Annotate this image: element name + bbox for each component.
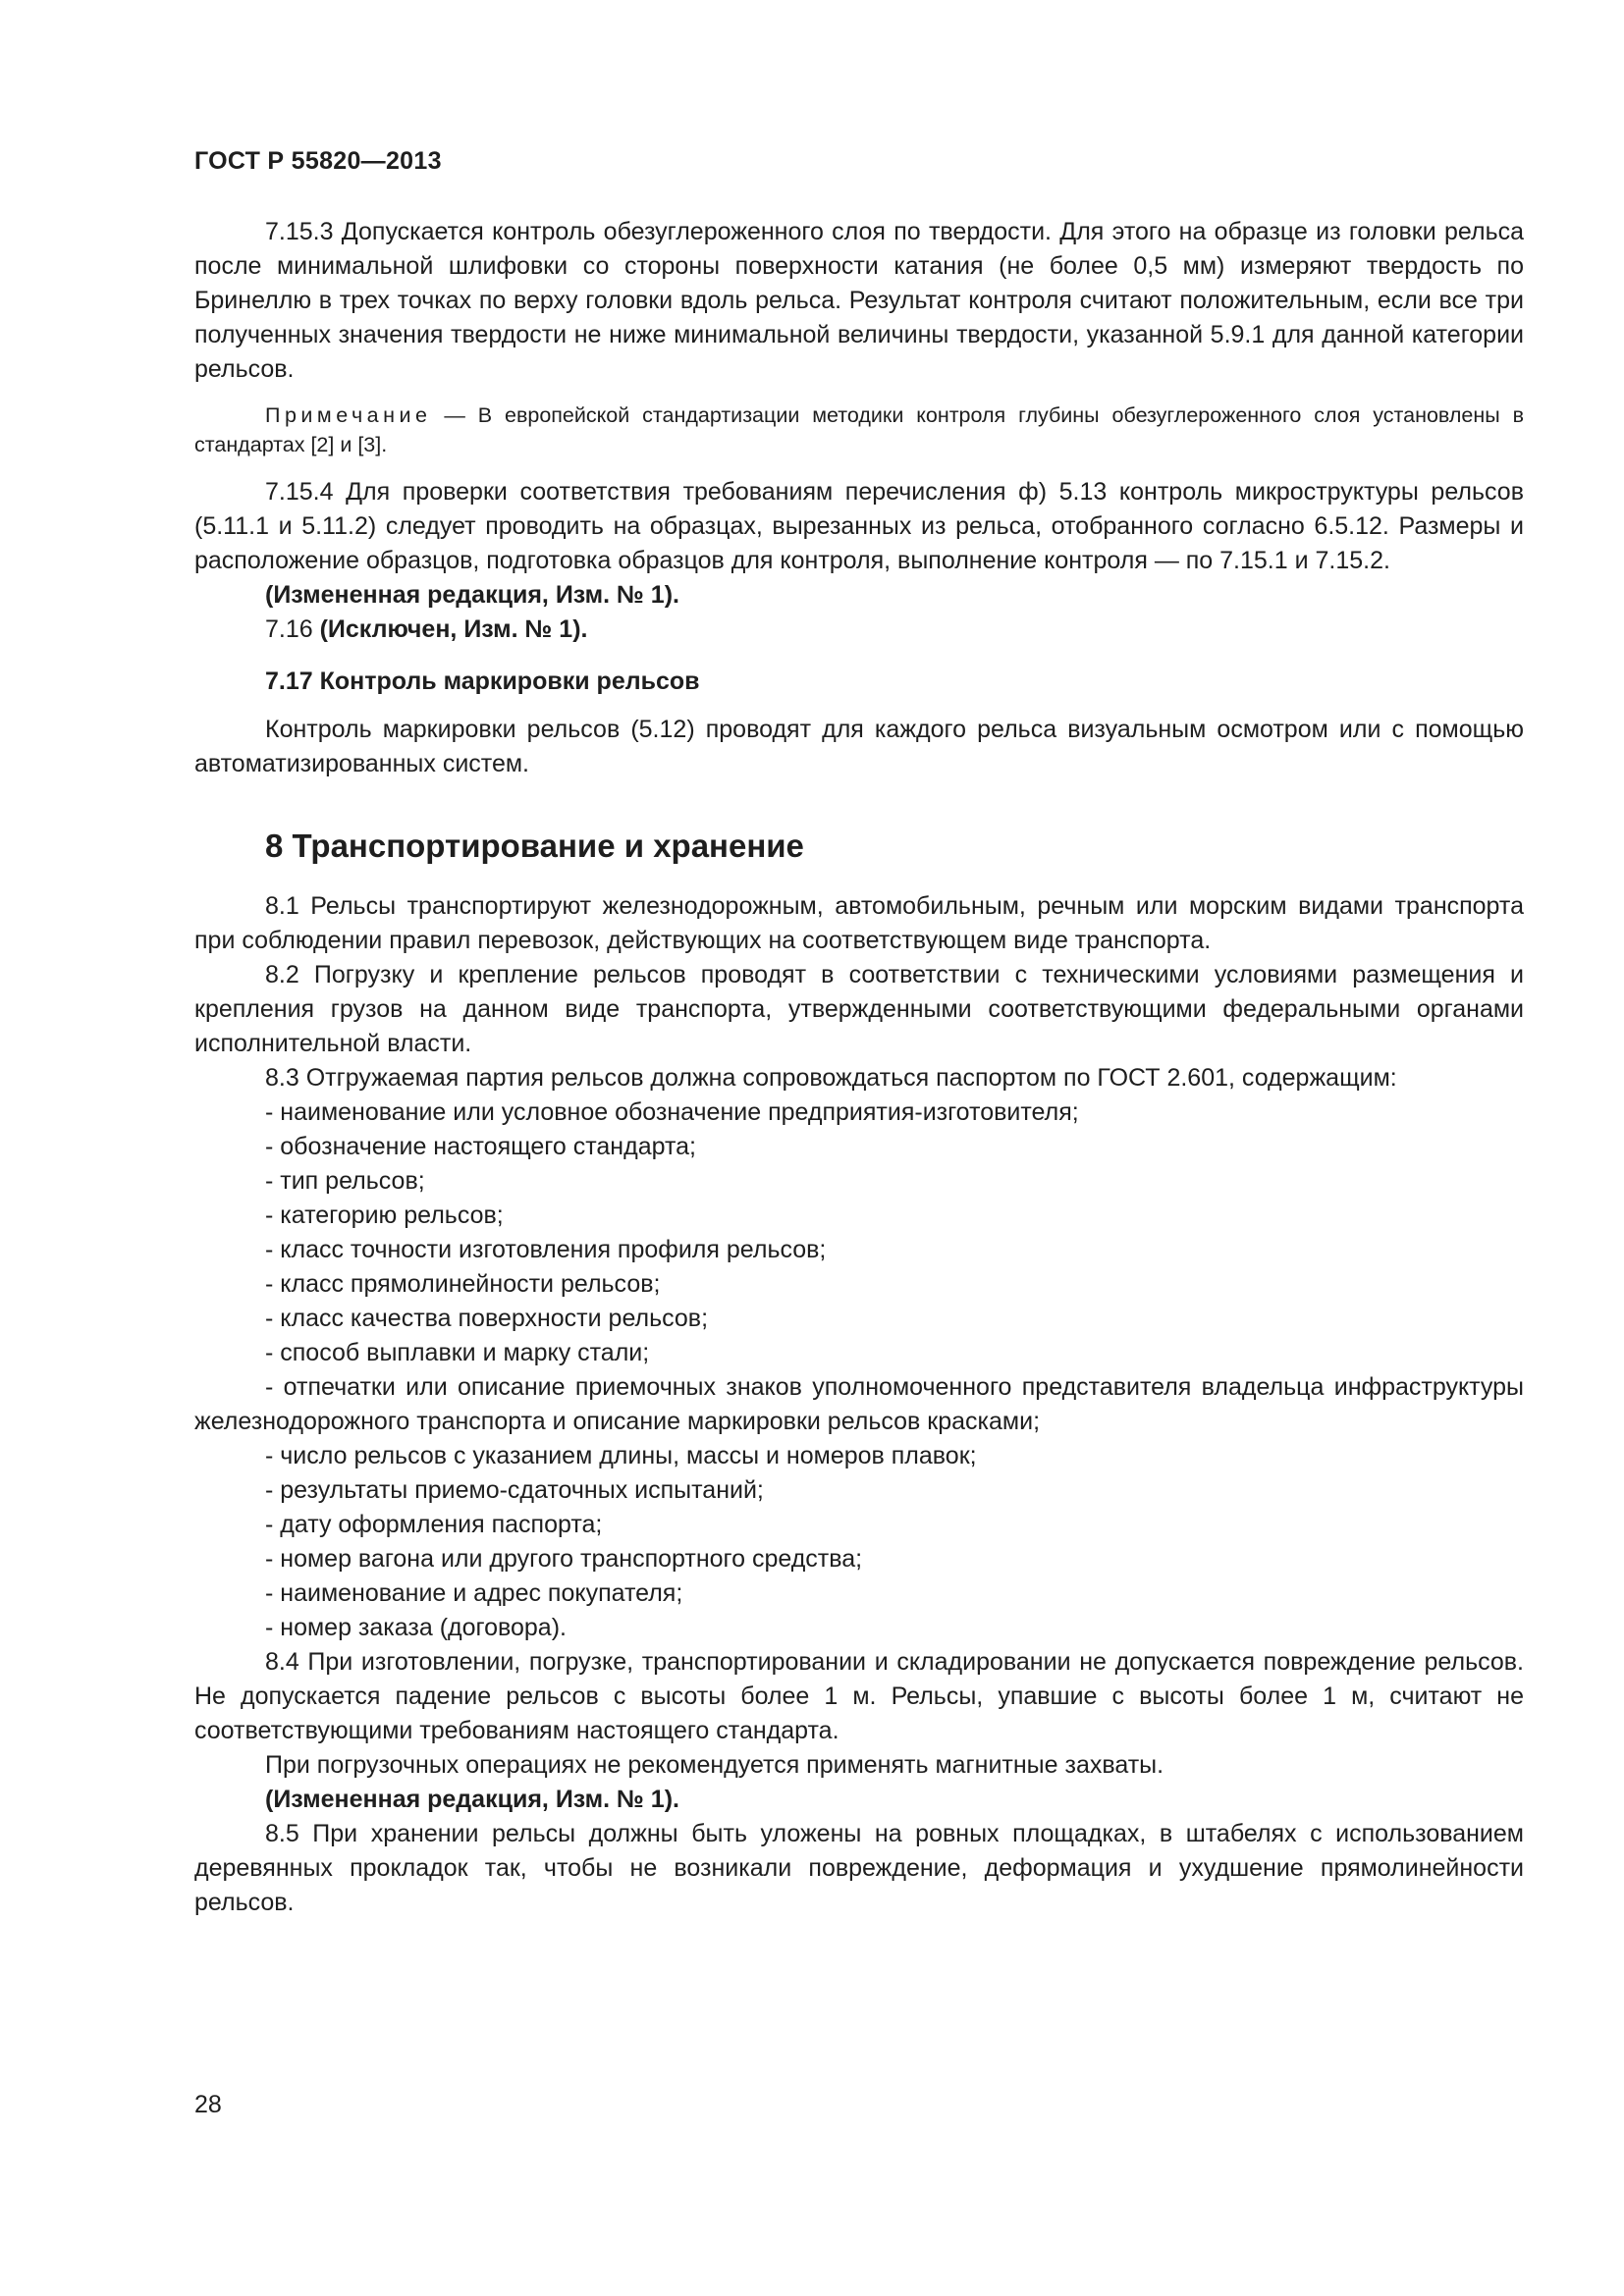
document-page [194, 147, 1524, 1920]
list-item: - номер вагона или другого транспортного средства; [265, 1545, 863, 1573]
paragraph-7-17: Контроль маркировки рельсов (5.12) проводят для каждого рельса визуальным осмотром или с помощью автоматизированных систем. [194, 716, 1524, 777]
passport-contents-list [194, 1095, 1524, 1645]
standard-code-header: ГОСТ Р 55820—2013 [194, 147, 442, 175]
amendment-note-2: (Измененная редакция, Изм. № 1). [265, 1786, 679, 1813]
paragraph-7-16-status: (Исключен, Изм. № 1). [319, 615, 588, 643]
page-number: 28 [194, 2091, 222, 2118]
paragraph-8-4-magnetic: При погрузочных операциях не рекомендуется применять магнитные захваты. [265, 1751, 1164, 1779]
paragraph-7-16 [194, 613, 1524, 647]
list-item: - обозначение настоящего стандарта; [265, 1133, 696, 1160]
note-block [194, 400, 1524, 459]
paragraph-7-15-3: 7.15.3 Допускается контроль обезуглероженного слоя по твердости. Для этого на образце из головки рельса после минимальной шлифовки со стороны поверхности катания (не более 0,5 мм) измеряют твердость по Бринеллю в трех точках по верху головки вдоль рельса. Результат контроля считают положительным, если все три полученных значения твердости не ниже минимальной величины твердости, указанной 5.9.1 для данной категории рельсов. [194, 218, 1524, 383]
list-item: - тип рельсов; [265, 1167, 425, 1195]
list-item: - отпечатки или описание приемочных знаков уполномоченного представителя владельца инфраструктуры железнодорожного транспорта и описание маркировки рельсов красками; [194, 1373, 1524, 1435]
list-item: - номер заказа (договора). [265, 1614, 567, 1641]
list-item: - число рельсов с указанием длины, массы и номеров плавок; [265, 1442, 977, 1469]
list-item: - способ выплавки и марку стали; [265, 1339, 650, 1366]
paragraph-8-4: 8.4 При изготовлении, погрузке, транспортировании и складировании не допускается повреждение рельсов. Не допускается падение рельсов с высоты более 1 м. Рельсы, упавшие с высоты более 1 м, считают не соответствующими требованиям настоящего стандарта. [194, 1648, 1524, 1744]
paragraph-8-5: 8.5 При хранении рельсы должны быть уложены на ровных площадках, в штабелях с использованием деревянных прокладок так, чтобы не возникали повреждение, деформация и ухудшение прямолинейности рельсов. [194, 1820, 1524, 1916]
paragraph-8-1: 8.1 Рельсы транспортируют железнодорожным, автомобильным, речным или морским видами транспорта при соблюдении правил перевозок, действующих на соответствующем виде транспорта. [194, 892, 1524, 954]
section-8-title: 8 Транспортирование и хранение [265, 828, 804, 864]
list-item: - категорию рельсов; [265, 1201, 504, 1229]
paragraph-7-16-number: 7.16 [265, 615, 320, 643]
note-text: — В европейской стандартизации методики контроля глубины обезуглероженного слоя установлены в стандартах [2] и [3]. [194, 403, 1524, 456]
list-item: - дату оформления паспорта; [265, 1511, 603, 1538]
amendment-note-1: (Измененная редакция, Изм. № 1). [265, 581, 679, 609]
list-item: - наименование и адрес покупателя; [265, 1579, 683, 1607]
paragraph-8-3: 8.3 Отгружаемая партия рельсов должна сопровождаться паспортом по ГОСТ 2.601, содержащим: [265, 1064, 1397, 1092]
list-item: - класс прямолинейности рельсов; [265, 1270, 661, 1298]
list-item: - результаты приемо-сдаточных испытаний; [265, 1476, 764, 1504]
list-item: - класс точности изготовления профиля рельсов; [265, 1236, 827, 1263]
note-label: Примечание [265, 403, 432, 427]
paragraph-8-2: 8.2 Погрузку и крепление рельсов проводят в соответствии с техническими условиями размещения и крепления грузов на данном виде транспорта, утвержденными соответствующими федеральными органами исполнительной власти. [194, 961, 1524, 1057]
subheading-7-17: 7.17 Контроль маркировки рельсов [265, 667, 700, 695]
paragraph-7-15-4: 7.15.4 Для проверки соответствия требованиям перечисления ф) 5.13 контроль микроструктуры рельсов (5.11.1 и 5.11.2) следует проводить на образцах, вырезанных из рельса, отобранного согласно 6.5.12. Размеры и расположение образцов, подготовка образцов для контроля, выполнение контроля — по 7.15.1 и 7.15.2. [194, 478, 1524, 574]
list-item: - класс качества поверхности рельсов; [265, 1305, 709, 1332]
list-item: - наименование или условное обозначение предприятия-изготовителя; [265, 1098, 1079, 1126]
